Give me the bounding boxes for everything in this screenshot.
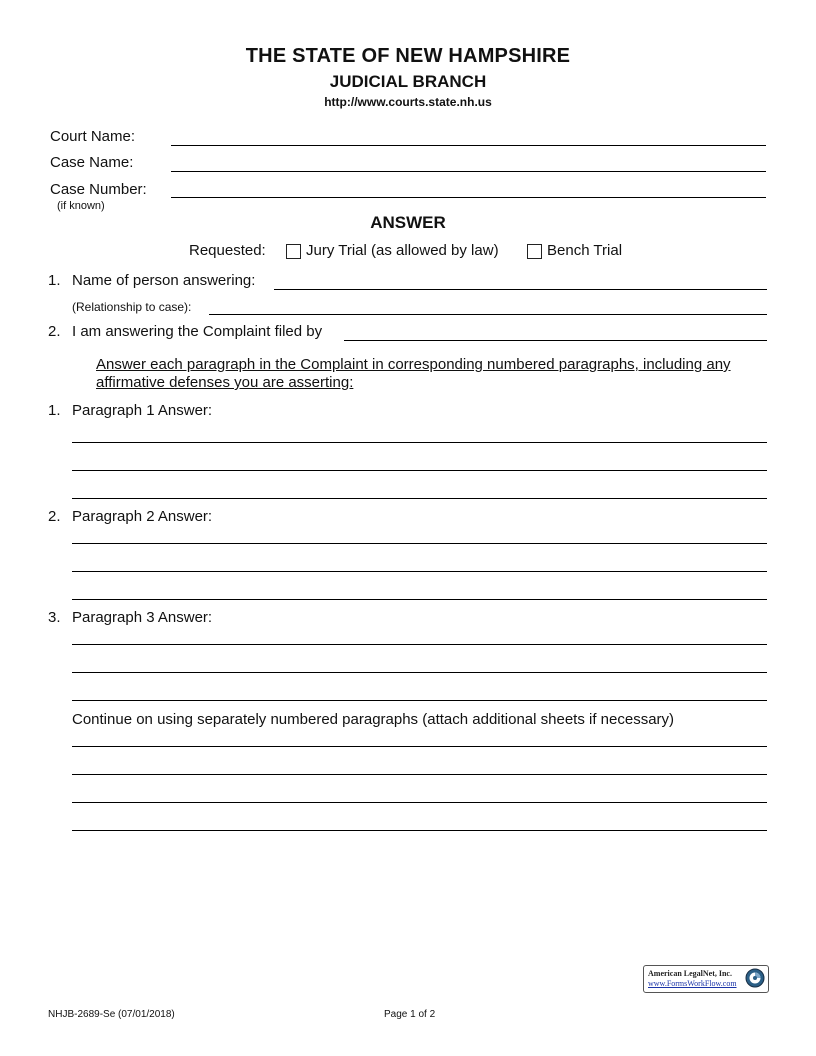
bench-trial-label: Bench Trial [547,242,623,259]
form-id: NHJB-2689-Se (07/01/2018) [48,1009,175,1020]
court-name-field[interactable] [171,145,766,146]
badge-company: American LegalNet, Inc. [648,969,732,978]
continue-line[interactable] [72,774,767,775]
requested-label: Requested: [189,242,266,259]
paragraph-number: 1. [48,402,61,419]
court-name-label: Court Name: [50,128,136,145]
complaint-filed-by-label: I am answering the Complaint filed by [72,323,323,340]
bench-trial-checkbox[interactable] [527,244,542,259]
paragraph-2-line[interactable] [72,543,767,544]
paragraph-number: 2. [48,508,61,525]
case-name-field[interactable] [171,171,766,172]
court-url[interactable]: http://www.courts.state.nh.us [324,95,492,109]
paragraph-3-line[interactable] [72,644,767,645]
form-title: ANSWER [370,213,446,232]
paragraph-1-line[interactable] [72,442,767,443]
globe-logo-icon [745,968,765,988]
item-number: 2. [48,323,61,340]
case-number-label: Case Number: [50,181,147,198]
paragraph-1-label: Paragraph 1 Answer: [72,402,213,419]
badge-link[interactable]: www.FormsWorkFlow.com [648,979,737,988]
relationship-label: (Relationship to case): [72,300,192,314]
person-answering-field[interactable] [274,289,767,290]
paragraph-1-line[interactable] [72,498,767,499]
case-name-label: Case Name: [50,154,134,171]
paragraph-2-line[interactable] [72,599,767,600]
instruction-text [96,356,756,392]
relationship-field[interactable] [209,314,767,315]
instruction-underlined: Answer each paragraph in the Complaint in corresponding numbered paragraphs, including any affirmative defenses you are asserting: [96,356,731,391]
formsworkflow-badge[interactable] [643,965,769,993]
person-answering-label: Name of person answering: [72,272,256,289]
case-number-field[interactable] [171,197,766,198]
page-number: Page 1 of 2 [384,1009,436,1020]
paragraph-3-line[interactable] [72,672,767,673]
continue-instruction: Continue on using separately numbered paragraphs (attach additional sheets if necessary) [72,711,675,728]
state-heading: THE STATE OF NEW HAMPSHIRE [245,45,571,67]
continue-line[interactable] [72,746,767,747]
jury-trial-label: Jury Trial (as allowed by law) [306,242,499,259]
paragraph-3-line[interactable] [72,700,767,701]
paragraph-3-label: Paragraph 3 Answer: [72,609,213,626]
continue-line[interactable] [72,802,767,803]
paragraph-2-line[interactable] [72,571,767,572]
paragraph-2-label: Paragraph 2 Answer: [72,508,213,525]
jury-trial-checkbox[interactable] [286,244,301,259]
branch-heading: JUDICIAL BRANCH [329,72,487,91]
paragraph-number: 3. [48,609,61,626]
item-number: 1. [48,272,61,289]
continue-line[interactable] [72,830,767,831]
complaint-filed-by-field[interactable] [344,340,767,341]
paragraph-1-line[interactable] [72,470,767,471]
if-known-note: (if known) [57,200,105,212]
